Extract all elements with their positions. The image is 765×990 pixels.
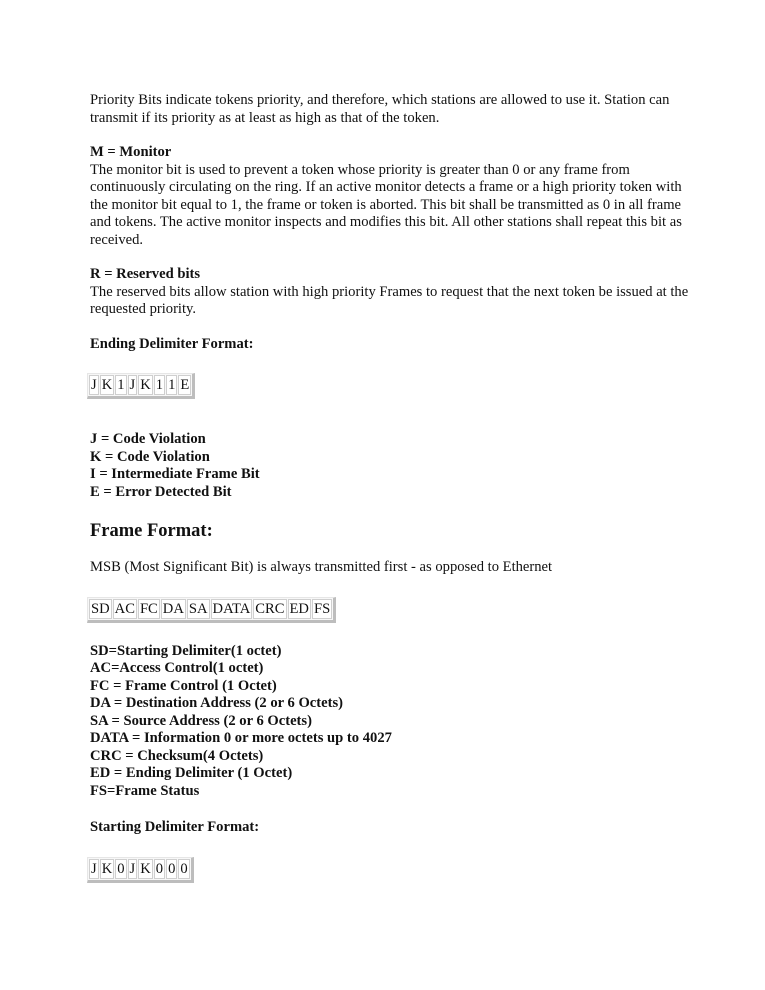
field-cell: FS (313, 600, 331, 617)
legend-item: SA = Source Address (2 or 6 Octets) (90, 712, 312, 729)
bit-cell: 0 (180, 860, 188, 877)
legend-item: J = Code Violation (90, 431, 206, 447)
bit-cell: K (101, 377, 113, 393)
document-page (90, 92, 690, 904)
frame-format-note: MSB (Most Significant Bit) is always transmitted first - as opposed to Ethernet (90, 559, 553, 575)
field-cell: CRC (255, 600, 285, 617)
bit-cell: J (129, 377, 136, 393)
field-cell: SD (91, 600, 110, 617)
starting-delimiter-heading: Starting Delimiter Format: (90, 819, 260, 835)
legend-item: FS=Frame Status (90, 782, 200, 799)
reserved-heading: R = Reserved bits (90, 266, 201, 282)
bit-cell: J (91, 860, 97, 877)
ending-delimiter-heading: Ending Delimiter Format: (90, 335, 254, 352)
legend-item: CRC = Checksum(4 Octets) (90, 747, 264, 764)
legend-item: SD=Starting Delimiter(1 octet) (90, 642, 282, 659)
monitor-text: The monitor bit is used to prevent a token whose priority is greater than 0 or any frame from continuously circulating on the ring. If an active monitor detects a frame or a high priority token with the monitor bit equal to 1, the frame or token is aborted. This bit shall be transmitted as 0 in all frame and tokens. The active monitor inspects and modifies this bit. All other stations shall repeat this bit as received. (90, 161, 682, 248)
reserved-text: The reserved bits allow station with high priority Frames to request that the next token be issued at the requested priority. (90, 283, 689, 317)
bit-cell: 1 (155, 377, 164, 393)
bit-cell: 0 (117, 860, 125, 877)
bit-cell: E (180, 377, 190, 393)
bit-cell: 1 (117, 377, 125, 393)
ending-delimiter-table (87, 373, 195, 399)
field-cell: DATA (212, 600, 251, 617)
monitor-heading: M = Monitor (90, 144, 172, 160)
field-cell: DA (162, 600, 184, 617)
bit-cell: K (140, 377, 151, 393)
table-row (89, 599, 332, 619)
legend-item: I = Intermediate Frame Bit (90, 466, 260, 482)
frame-format-table (87, 597, 336, 623)
legend-item: AC=Access Control(1 octet) (90, 660, 264, 676)
bit-cell: K (101, 860, 113, 877)
starting-delimiter-table (87, 857, 194, 883)
legend-item: K = Code Violation (90, 448, 210, 465)
bit-cell: J (129, 860, 136, 877)
ending-delimiter-legend (90, 431, 690, 501)
frame-format-legend (90, 643, 690, 801)
field-cell: FC (139, 600, 158, 617)
table-row (89, 859, 190, 879)
monitor-section (90, 144, 690, 249)
frame-format-heading: Frame Format: (90, 521, 213, 541)
field-cell: ED (289, 600, 309, 617)
bit-cell: 1 (168, 377, 176, 393)
priority-paragraph: Priority Bits indicate tokens priority, and therefore, which stations are allowed to use it. Station can transmit if its priority as at least as high as that of the token. (90, 92, 670, 126)
field-cell: SA (188, 600, 208, 617)
legend-item: ED = Ending Delimiter (1 Octet) (90, 765, 293, 781)
legend-item: DA = Destination Address (2 or 6 Octets) (90, 695, 344, 711)
legend-item: FC = Frame Control (1 Octet) (90, 677, 277, 694)
bit-cell: K (140, 860, 151, 877)
reserved-section (90, 266, 690, 319)
table-row (89, 375, 191, 395)
bit-cell: 0 (155, 860, 164, 877)
field-cell: AC (114, 600, 135, 617)
bit-cell: J (91, 377, 97, 393)
legend-item: E = Error Detected Bit (90, 483, 232, 500)
legend-item: DATA = Information 0 or more octets up to 4027 (90, 730, 392, 746)
bit-cell: 0 (168, 860, 176, 877)
